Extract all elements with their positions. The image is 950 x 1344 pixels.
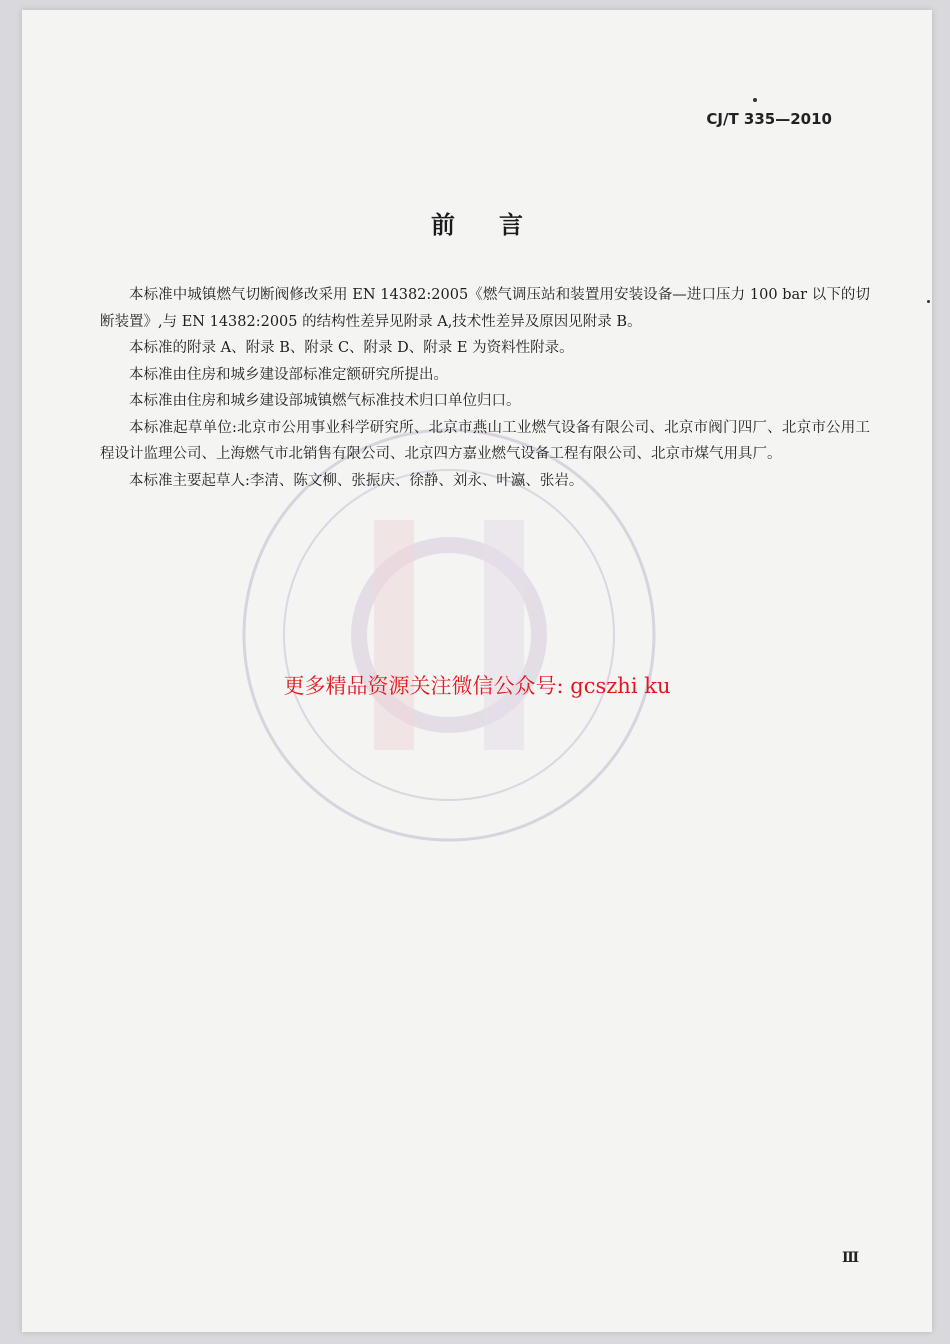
page-number: Ⅲ — [842, 1250, 860, 1266]
page-title: 前言 — [431, 211, 567, 239]
paragraph: 本标准的附录 A、附录 B、附录 C、附录 D、附录 E 为资料性附录。 — [129, 340, 574, 356]
scan-dot — [927, 300, 930, 303]
paragraph: 本标准由住房和城乡建设部标准定额研究所提出。 — [129, 366, 448, 383]
paragraph: 本标准由住房和城乡建设部城镇燃气标准技术归口单位归口。 — [129, 393, 521, 409]
paragraph: 本标准起草单位:北京市公用事业科学研究所、北京市燕山工业燃气设备有限公司、北京市阀门四厂、北京市公用工程设计监理公司、上海燃气市北销售有限公司、北京四方嘉业燃气设备工程有限公司、北京市煤气用具厂。 — [100, 419, 870, 462]
document-page — [22, 10, 932, 1332]
standard-number: CJ/T 335—2010 — [706, 110, 832, 128]
paragraph: 本标准主要起草人:李清、陈文柳、张振庆、徐静、刘永、叶瀛、张岩。 — [129, 472, 584, 489]
scan-dot — [753, 98, 757, 102]
foreword-body — [100, 282, 870, 494]
paragraph: 本标准中城镇燃气切断阀修改采用 EN 14382:2005《燃气调压站和装置用安装设备—进口压力 100 bar 以下的切断装置》,与 EN 14382:2005 的结构性差异见附录 A,技术性差异及原因见附录 B。 — [100, 287, 870, 330]
watermark-text: 更多精品资源关注微信公众号: gcszhi ku — [283, 674, 671, 698]
